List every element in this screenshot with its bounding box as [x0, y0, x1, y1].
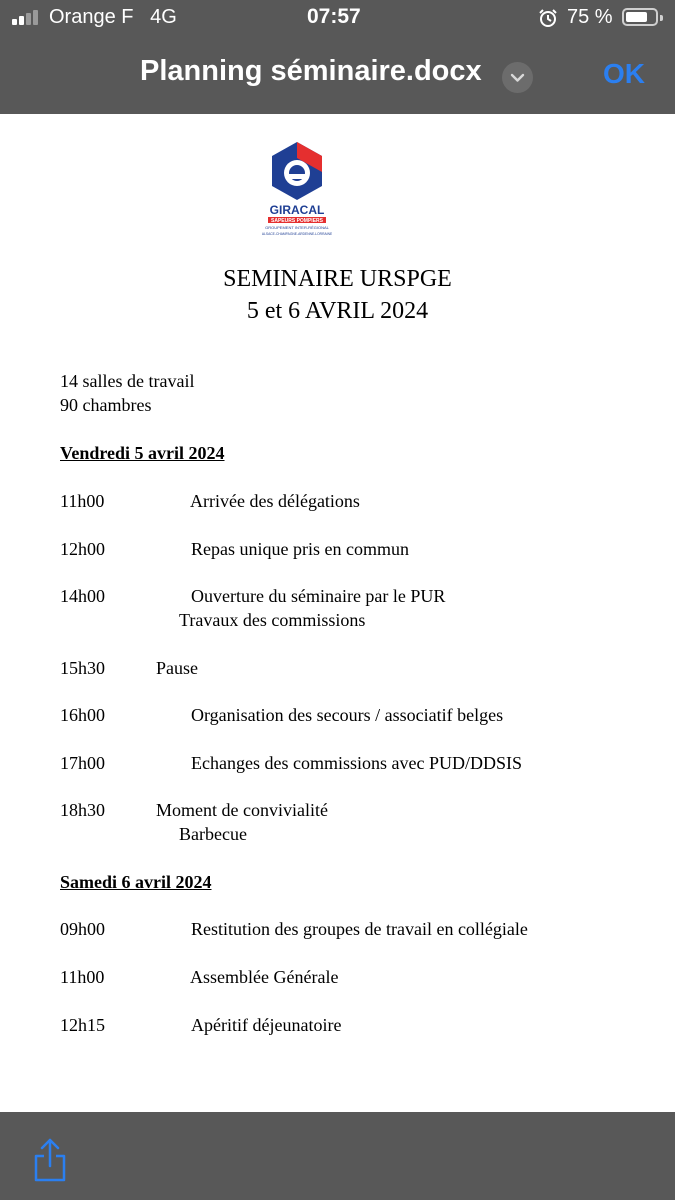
document-page	[0, 114, 675, 1112]
document-dates: 5 et 6 AVRIL 2024	[246, 298, 429, 324]
chevron-down-icon[interactable]	[502, 62, 533, 93]
status-time: 07:57	[307, 5, 361, 28]
schedule-time: 11h00	[60, 491, 105, 511]
schedule-label: Apéritif déjeunatoire	[191, 1015, 342, 1035]
schedule-label: Repas unique pris en commun	[191, 539, 409, 559]
day-heading-friday: Vendredi 5 avril 2024	[60, 443, 225, 463]
share-icon[interactable]	[30, 1136, 70, 1184]
logo-name: GIRACAL	[269, 203, 325, 217]
schedule-label: Organisation des secours / associatif belges	[191, 705, 504, 725]
signal-strength-icon	[12, 9, 42, 25]
top-bar	[0, 0, 675, 114]
schedule-label: Restitution des groupes de travail en collégiale	[191, 919, 528, 939]
schedule-time: 15h30	[60, 658, 105, 678]
alarm-icon	[538, 8, 558, 34]
day-heading-saturday: Samedi 6 avril 2024	[60, 872, 212, 892]
logo-line2: GROUPEMENT INTER-RÉGIONAL	[265, 225, 329, 230]
battery-percent: 75 %	[567, 6, 613, 28]
schedule-label: Pause	[156, 658, 198, 678]
schedule-time: 14h00	[60, 586, 105, 606]
giracal-logo	[262, 142, 332, 238]
schedule-label: Ouverture du séminaire par le PUR	[191, 586, 446, 606]
schedule-label: Arrivée des délégations	[190, 491, 360, 511]
ok-button[interactable]: OK	[603, 58, 645, 89]
fact-bedrooms: 90 chambres	[60, 395, 152, 415]
schedule-time: 17h00	[60, 753, 105, 773]
logo-line1: SAPEURS POMPIERS	[271, 218, 323, 224]
schedule-time: 09h00	[60, 919, 105, 939]
schedule-time: 16h00	[60, 705, 105, 725]
schedule-label: Moment de convivialité	[156, 800, 328, 820]
document-heading: SEMINAIRE URSPGE	[223, 266, 452, 292]
schedule-time: 12h15	[60, 1015, 105, 1035]
document-title: Planning séminaire.docx	[140, 55, 482, 87]
schedule-time: 11h00	[60, 967, 105, 987]
carrier-label: Orange F 4G	[49, 6, 177, 28]
schedule-sublabel: Barbecue	[179, 824, 247, 844]
status-bar	[0, 0, 675, 36]
schedule-time: 12h00	[60, 539, 105, 559]
schedule-label: Assemblée Générale	[190, 967, 339, 987]
schedule-time: 18h30	[60, 800, 105, 820]
battery-icon	[622, 8, 658, 26]
schedule-label: Echanges des commissions avec PUD/DDSIS	[191, 753, 522, 773]
schedule-sublabel: Travaux des commissions	[179, 610, 366, 630]
bottom-toolbar	[0, 1112, 675, 1200]
fact-rooms: 14 salles de travail	[60, 371, 195, 391]
network-type: 4G	[150, 6, 177, 28]
logo-line3: ALSACE-CHAMPAGNE-ARDENNE-LORRAINE	[262, 232, 332, 236]
